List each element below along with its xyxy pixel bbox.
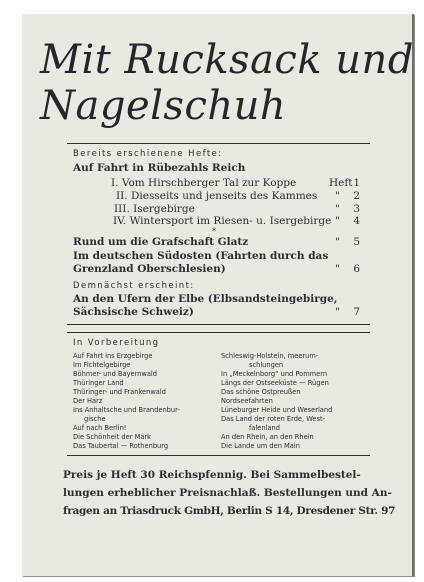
ditto-mark: " (335, 190, 340, 202)
ditto-mark: " (335, 203, 340, 215)
published-issues-box (67, 143, 370, 325)
list-item: schlungen (249, 360, 284, 369)
list-item: Schleswig-Holstein, meerum- (221, 351, 319, 360)
series-title (40, 36, 414, 130)
list-item: falenland (249, 423, 280, 432)
issue-3-title: III. Isergebirge (114, 203, 195, 215)
issue-2-title: II. Diesseits und jenseits des Kammes (116, 190, 318, 202)
ditto-mark: " (335, 215, 340, 227)
list-item: In „Meckelnborg“ und Pommern (221, 369, 328, 378)
list-item: Das Taubertal — Rothenburg (73, 441, 169, 450)
footer-line-2: lungen erheblicher Preisnachlaß. Bestellungen und An- (63, 487, 392, 499)
issue-5-number: 5 (353, 236, 360, 248)
footer-line-1: Preis je Heft 30 Reichspfennig. Bei Sammelbestel- (63, 469, 361, 481)
list-item: Im Fichtelgebirge (73, 360, 131, 369)
list-item: Längs der Ostseeküste — Rügen (221, 378, 329, 387)
issue-6-title-line-2: Grenzland Oberschlesien) (73, 263, 226, 275)
issue-4-number: 4 (353, 215, 360, 227)
list-item: Thüringer Land (73, 378, 124, 387)
price-and-order-info (63, 466, 396, 520)
list-item: Der Harz (73, 396, 103, 405)
list-item: Auf Fahrt ins Erzgebirge (73, 351, 153, 360)
coming-soon-header: Demnächst erscheint: (73, 281, 195, 291)
list-item: Auf nach Berlin! (73, 423, 127, 432)
list-item: Das Land der roten Erde, West- (221, 414, 325, 423)
in-preparation-header: In Vorbereitung (73, 338, 160, 348)
list-item: An den Rhein, an den Rhein (221, 432, 314, 441)
issue-7-title-line-1: An den Ufern der Elbe (Elbsandsteingebirge, (73, 293, 338, 305)
issue-3-number: 3 (353, 203, 360, 215)
ditto-mark: " (335, 236, 340, 248)
heft-label: Heft (329, 177, 353, 189)
title-line-2: Nagelschuh (40, 83, 287, 129)
list-item: Lüneburger Heide und Weserland (221, 405, 333, 414)
star-divider: * (212, 227, 216, 236)
issue-7-number: 7 (353, 306, 360, 318)
issue-6-number: 6 (353, 263, 360, 275)
list-item: Thüringer- und Frankenwald (73, 387, 166, 396)
list-item: Die Lande um den Main (221, 441, 300, 450)
issue-5-title: Rund um die Grafschaft Glatz (73, 236, 249, 248)
ditto-mark: " (335, 306, 340, 318)
issue-6-title-line-1: Im deutschen Südosten (Fahrten durch das (73, 250, 329, 262)
issue-1-title: I. Vom Hirschberger Tal zur Koppe (111, 177, 297, 189)
published-header: Bereits erschienene Hefte: (73, 149, 223, 159)
list-item: Böhmer- und Bayernwald (73, 369, 158, 378)
issue-4-title: IV. Wintersport im Riesen- u. Isergebirge (113, 215, 332, 227)
list-item: Das schöne Ostpreußen (221, 387, 301, 396)
issue-1-number: 1 (353, 177, 360, 189)
title-line-1: Mit Rucksack und (40, 37, 414, 83)
list-item: gische (84, 414, 106, 423)
list-item: Ins Anhaltsche und Brandenbur- (73, 405, 180, 414)
list-item: Die Schönheit der Mark (73, 432, 151, 441)
series-heading: Auf Fahrt in Rübezahls Reich (73, 162, 246, 174)
in-preparation-box (67, 332, 370, 456)
ditto-mark: " (335, 263, 340, 275)
issue-7-title-line-2: Sächsische Schweiz) (73, 306, 194, 318)
footer-line-3: fragen an Triasdruck GmbH, Berlin S 14, Dresdener Str. 97 (63, 505, 396, 517)
list-item: Nordseefahrten (221, 396, 273, 405)
issue-2-number: 2 (353, 190, 360, 202)
